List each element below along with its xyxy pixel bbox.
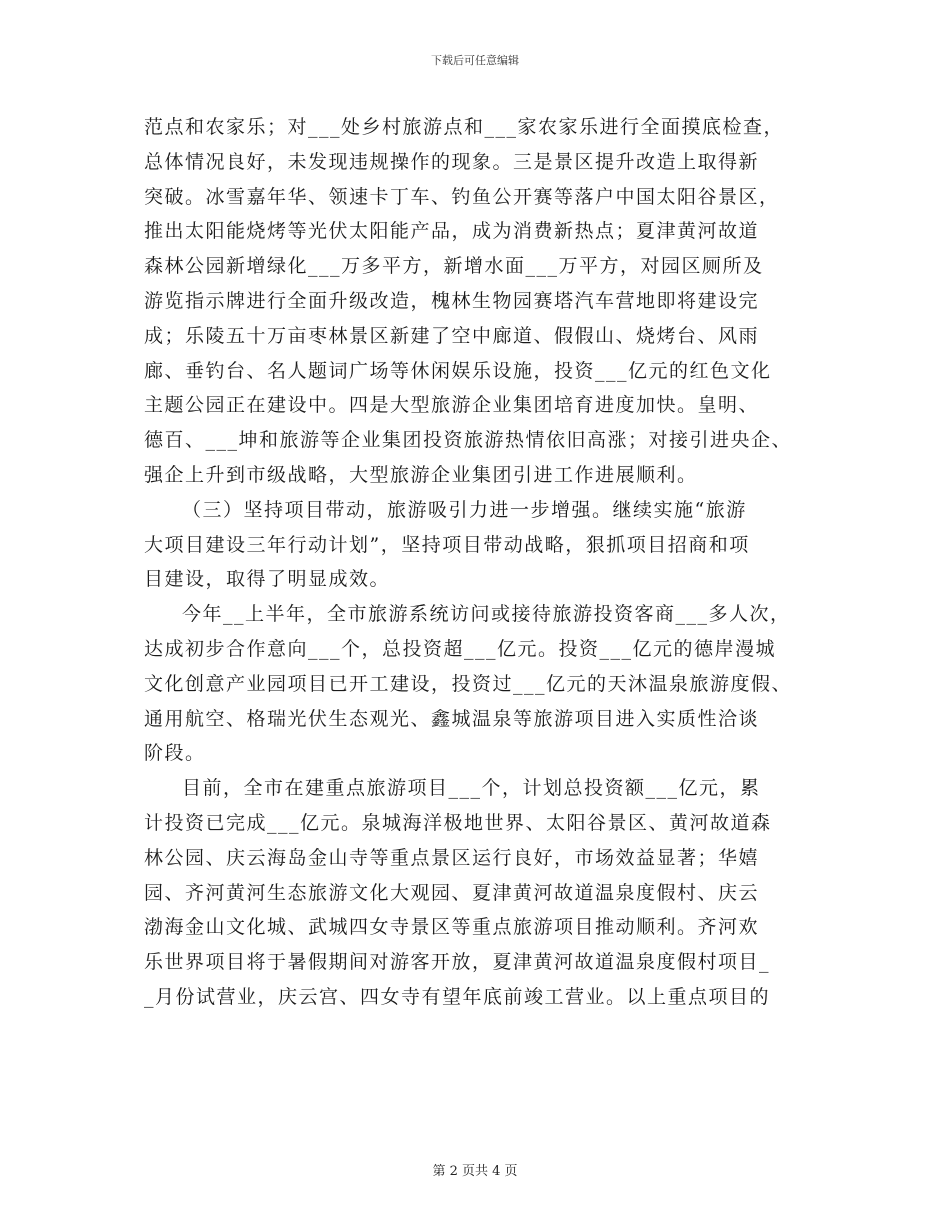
text-line: 范点和农家乐；对___处乡村旅游点和___家农家乐进行全面摸底检查，	[144, 116, 785, 138]
text-line: 乐世界项目将于暑假期间对游客开放，夏津黄河故道温泉度假村项目_	[144, 951, 771, 974]
text-line: 阶段。	[144, 742, 206, 765]
page-footer: 第 2 页共 4 页	[432, 1164, 518, 1179]
text-line: 推出太阳能烧烤等光伏太阳能产品，成为消费新热点；夏津黄河故道	[144, 220, 760, 243]
text-line: 园、齐河黄河生态旅游文化大观园、夏津黄河故道温泉度假村、庆云	[144, 881, 760, 904]
text-line: 目建设，取得了明显成效。	[144, 568, 391, 591]
text-line: 主题公园正在建设中。四是大型旅游企业集团培育进度加快。皇明、	[144, 394, 760, 417]
text-line: 总体情况良好，未发现违规操作的现象。三是景区提升改造上取得新	[144, 150, 760, 173]
text-line: 目前，全市在建重点旅游项目___个，计划总投资额___亿元，累	[182, 777, 761, 800]
text-line: 计投资已完成___亿元。泉城海洋极地世界、太阳谷景区、黄河故道森	[144, 811, 772, 834]
document-body	[144, 110, 809, 1015]
text-line: 渤海金山文化城、武城四女寺景区等重点旅游项目推动顺利。齐河欢	[144, 916, 760, 939]
text-line: 强企上升到市级战略，大型旅游企业集团引进工作进展顺利。	[144, 463, 698, 486]
text-line: 突破。冰雪嘉年华、领速卡丁车、钓鱼公开赛等落户中国太阳谷景区，	[144, 185, 780, 208]
text-line: （三）坚持项目带动，旅游吸引力进一步增强。继续实施“旅游	[182, 498, 747, 521]
text-line: 文化创意产业园项目已开工建设，投资过___亿元的天沐温泉旅游度假、	[144, 672, 793, 695]
text-line: _月份试营业，庆云宫、四女寺有望年底前竣工营业。以上重点项目的	[144, 985, 771, 1008]
page-header: 下载后可任意编辑	[431, 54, 519, 67]
text-line: 大项目建设三年行动计划”，坚持项目带动战略，狠抓项目招商和项	[144, 533, 750, 556]
text-line: 通用航空、格瑞光伏生态观光、鑫城温泉等旅游项目进入实质性洽谈	[144, 707, 760, 730]
text-line: 德百、___坤和旅游等企业集团投资旅游热情依旧高涨；对接引进央企、	[144, 429, 793, 452]
text-line: 成；乐陵五十万亩枣林景区新建了空中廊道、假假山、烧烤台、风雨	[144, 324, 760, 347]
text-line: 游览指示牌进行全面升级改造，槐林生物园赛塔汽车营地即将建设完	[144, 289, 760, 312]
text-line: 林公园、庆云海岛金山寺等重点景区运行良好，市场效益显著；华嬉	[144, 846, 760, 869]
text-line: 森林公园新增绿化___万多平方，新增水面___万平方，对园区厕所及	[144, 255, 764, 278]
text-line: 今年__上半年，全市旅游系统访问或接待旅游投资客商___多人次，	[182, 603, 791, 626]
text-line: 达成初步合作意向___个，总投资超___亿元。投资___亿元的德岸漫城	[144, 637, 777, 660]
text-line: 廊、垂钓台、名人题词广场等休闲娱乐设施，投资___亿元的红色文化	[144, 359, 772, 382]
